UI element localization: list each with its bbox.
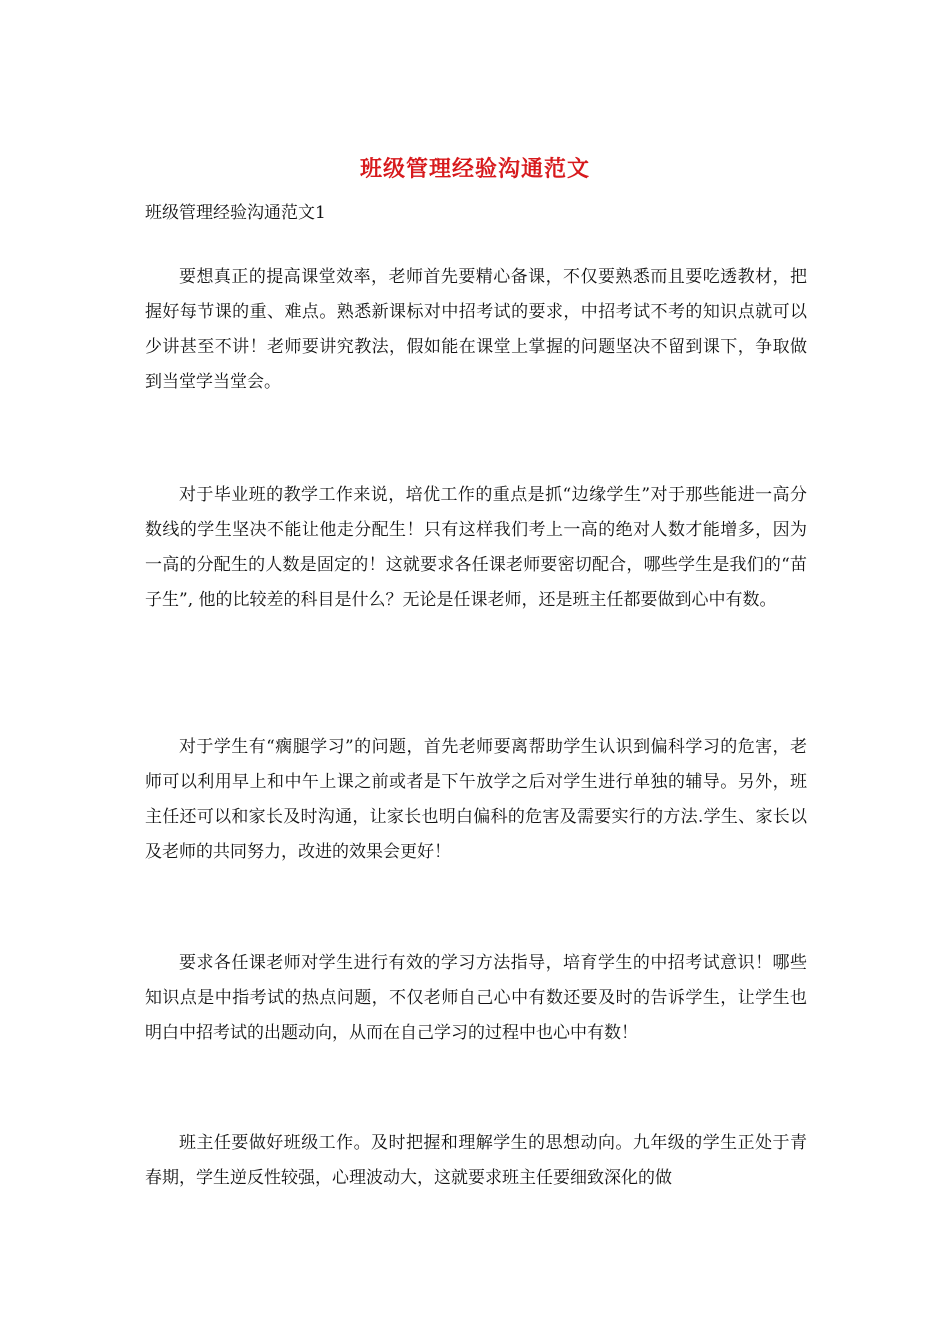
document-subtitle: 班级管理经验沟通范文1: [145, 203, 326, 223]
paragraph-3: 对于学生有“瘸腿学习”的问题，首先老师要离帮助学生认识到偏科学习的危害，老师可以利用早上和中午上课之前或者是下午放学之后对学生进行单独的辅导。另外，班主任还可以和家长及时沟通，让家长也明白偏科的危害及需要实行的方法.学生、家长以及老师的共同努力，改进的效果会更好！: [145, 737, 807, 862]
document-title: 班级管理经验沟通范文: [359, 156, 590, 182]
paragraph-2: 对于毕业班的教学工作来说，培优工作的重点是抓“边缘学生”对于那些能进一高分数线的学生坚决不能让他走分配生！只有这样我们考上一高的绝对人数才能增多，因为一高的分配生的人数是固定的！这就要求各任课老师要密切配合，哪些学生是我们的“苗子生”, 他的比较差的科目是什么？无论是任课老师，还是班主任都要做到心中有数。: [145, 485, 807, 610]
paragraph-1: 要想真正的提高课堂效率，老师首先要精心备课，不仅要熟悉而且要吃透教材，把握好每节课的重、难点。熟悉新课标对中招考试的要求，中招考试不考的知识点就可以少讲甚至不讲！老师要讲究教法，假如能在课堂上掌握的问题坚决不留到课下，争取做到当堂学当堂会。: [145, 267, 807, 392]
paragraph-4: 要求各任课老师对学生进行有效的学习方法指导，培育学生的中招考试意识！哪些知识点是中指考试的热点问题，不仅老师自己心中有数还要及时的告诉学生，让学生也明白中招考试的出题动向，从而在自己学习的过程中也心中有数！: [145, 953, 807, 1043]
paragraph-5: 班主任要做好班级工作。及时把握和理解学生的思想动向。九年级的学生正处于青春期，学生逆反性较强，心理波动大，这就要求班主任要细致深化的做: [145, 1133, 807, 1188]
